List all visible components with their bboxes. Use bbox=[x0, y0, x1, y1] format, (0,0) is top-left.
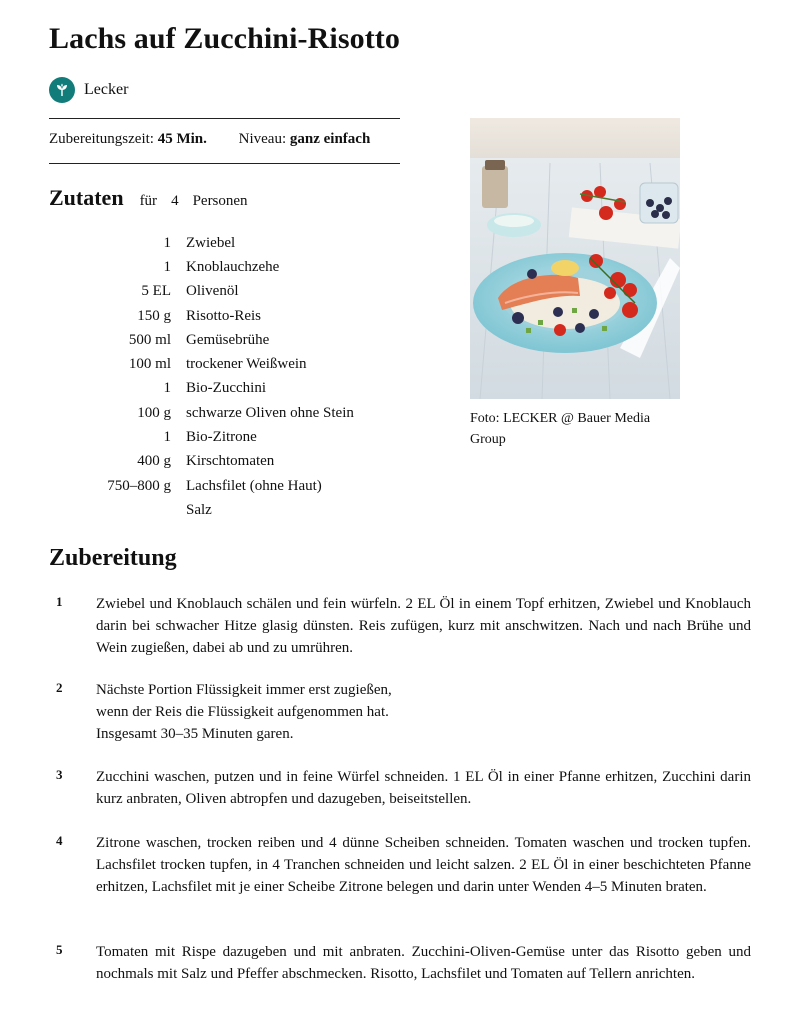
ingredient-name: Olivenöl bbox=[186, 283, 239, 300]
ingredient-row bbox=[49, 328, 429, 352]
step-text: Zitrone waschen, trocken reiben und 4 dünne Scheiben schneiden. Tomaten waschen und trocken tupfen. Lachsfilet trocken tupfen, in 4 Tranchen schneiden und leicht salzen. 2 EL Öl in einer beschichteten Pfanne erhitzen, Lachsfilet mit je einer Scheibe Zitrone belegen und darin unter Wenden 4–5 Minuten braten. bbox=[96, 835, 751, 895]
ingredient-name: Lachsfilet (ohne Haut) bbox=[186, 477, 322, 494]
step-text bbox=[96, 679, 751, 745]
ingredient-name: Salz bbox=[186, 501, 212, 518]
ingredient-row bbox=[49, 231, 429, 255]
ingredient-quantity: 1 bbox=[163, 380, 171, 397]
ingredient-row bbox=[49, 450, 429, 474]
preparation-heading: Zubereitung bbox=[49, 545, 177, 571]
preparation-step bbox=[49, 832, 751, 898]
ingredient-row bbox=[49, 425, 429, 449]
ingredient-list bbox=[49, 231, 429, 523]
ingredient-name: schwarze Oliven ohne Stein bbox=[186, 404, 354, 421]
level-label: Niveau: bbox=[238, 131, 287, 147]
ingredient-quantity: 5 EL bbox=[141, 283, 171, 300]
recipe-title: Lachs auf Zucchini-Risotto bbox=[49, 22, 400, 55]
ingredient-quantity: 750–800 g bbox=[107, 477, 171, 494]
brand[interactable] bbox=[49, 76, 128, 104]
ingredient-quantity: 1 bbox=[163, 258, 171, 275]
ingredient-row bbox=[49, 377, 429, 401]
ingredient-row bbox=[49, 498, 429, 522]
ingredient-quantity: 1 bbox=[163, 234, 171, 251]
step-text-line: Insgesamt 30–35 Minuten garen. bbox=[96, 726, 294, 742]
ingredient-row bbox=[49, 280, 429, 304]
ingredient-name: Bio-Zucchini bbox=[186, 380, 266, 397]
preparation-step bbox=[49, 679, 751, 745]
lecker-logo-icon bbox=[49, 77, 75, 103]
ingredient-name: Knoblauchzehe bbox=[186, 258, 280, 275]
step-number: 3 bbox=[56, 767, 63, 782]
recipe-photo bbox=[470, 118, 680, 399]
servings-for-label: für bbox=[139, 193, 158, 209]
ingredient-name: Bio-Zitrone bbox=[186, 429, 257, 446]
step-number: 2 bbox=[56, 680, 63, 695]
step-text-line: Nächste Portion Flüssigkeit immer erst zugießen, bbox=[96, 682, 392, 698]
ingredient-quantity: 400 g bbox=[137, 453, 171, 470]
ingredient-quantity: 100 g bbox=[137, 404, 171, 421]
photo-caption: Foto: LECKER @ Bauer Media Group bbox=[470, 411, 651, 447]
ingredient-row bbox=[49, 474, 429, 498]
ingredients-header bbox=[49, 185, 248, 211]
step-number: 4 bbox=[56, 833, 63, 848]
ingredient-name: trockener Weißwein bbox=[186, 356, 307, 373]
prep-time-label: Zubereitungszeit: bbox=[49, 131, 154, 147]
recipe-meta bbox=[49, 131, 370, 148]
ingredient-name: Zwiebel bbox=[186, 234, 236, 251]
prep-time-value: 45 Min. bbox=[157, 131, 207, 147]
ingredient-name: Kirschtomaten bbox=[186, 453, 275, 470]
ingredient-name: Risotto-Reis bbox=[186, 307, 262, 324]
ingredient-row bbox=[49, 352, 429, 376]
step-text: Tomaten mit Rispe dazugeben und mit anbraten. Zucchini-Oliven-Gemüse unter das Risotto geben und nochmals mit Salz und Pfeffer abschmecken. Risotto, Lachsfilet und Tomaten auf Tellern anrichten. bbox=[96, 944, 751, 982]
step-text-line: wenn der Reis die Flüssigkeit aufgenommen hat. bbox=[96, 704, 389, 720]
ingredient-row bbox=[49, 255, 429, 279]
step-text: Zucchini waschen, putzen und in feine Würfel schneiden. 1 EL Öl in einer Pfanne erhitzen, Zucchini darin kurz anbraten, Oliven abtropfen und dazugeben, beiseitstellen. bbox=[96, 769, 751, 807]
divider-top bbox=[49, 118, 400, 119]
step-number: 5 bbox=[56, 942, 63, 957]
preparation-step bbox=[49, 593, 751, 659]
ingredient-quantity: 500 ml bbox=[128, 331, 171, 348]
brand-name[interactable]: Lecker bbox=[84, 81, 129, 98]
divider-bottom bbox=[49, 163, 400, 164]
ingredient-row bbox=[49, 304, 429, 328]
servings-count: 4 bbox=[171, 193, 179, 209]
ingredient-quantity: 150 g bbox=[137, 307, 171, 324]
servings-unit: Personen bbox=[192, 193, 248, 209]
preparation-step bbox=[49, 766, 751, 810]
ingredient-row bbox=[49, 401, 429, 425]
step-text: Zwiebel und Knoblauch schälen und fein würfeln. 2 EL Öl in einem Topf erhitzen, Zwiebel und Knoblauch darin bei schwacher Hitze glasig dünsten. Reis zufügen, kurz mit anschwitzen. Nach und nach Brühe und Wein zugießen, dabei ab und zu umrühren. bbox=[96, 596, 751, 656]
level-value: ganz einfach bbox=[289, 131, 371, 147]
step-number: 1 bbox=[56, 594, 63, 609]
ingredients-heading: Zutaten bbox=[49, 185, 124, 210]
ingredient-name: Gemüsebrühe bbox=[186, 331, 270, 348]
preparation-step bbox=[49, 941, 751, 985]
ingredient-quantity: 1 bbox=[163, 429, 171, 446]
ingredient-quantity: 100 ml bbox=[128, 356, 171, 373]
